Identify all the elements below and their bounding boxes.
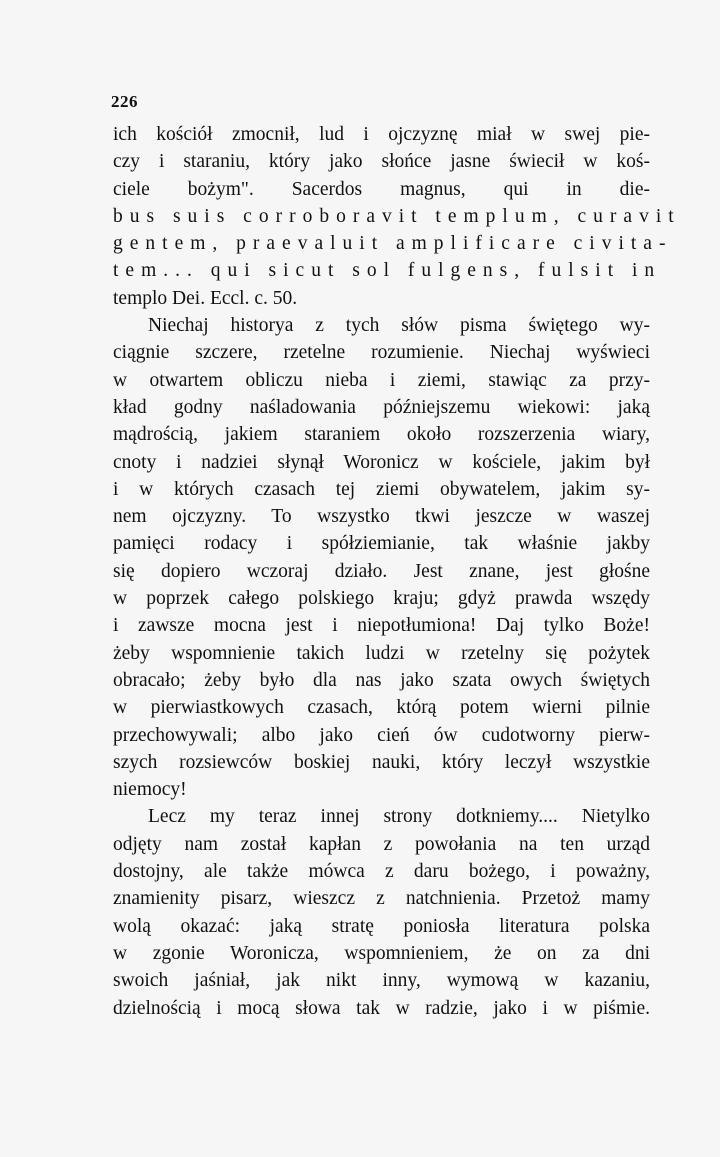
text-line: swoich jaśniał, jak nikt inny, wymową w kazaniu, [113,970,650,992]
text-line: przechowywali; albo jako cień ów cudotworny pierw- [113,724,650,746]
text-line: się dopiero wczoraj działo. Jest znane, jest głośne [113,560,650,582]
text-line: czy i staraniu, który jako słońce jasne świecił w koś- [113,151,650,173]
text-line: cnoty i nadziei słynął Woronicz w kościele, jakim był [113,451,650,473]
text-line: ich kościół zmocnił, lud i ojczyznę miał w swej pie- [113,124,650,145]
text-line: mądrością, jakiem staraniem około rozszerzenia wiary, [113,424,650,446]
text-line: szych rozsiewców boskiej nauki, który leczył wszystkie [113,751,650,773]
text-line: gentem, praevaluit amplificare civita- [113,233,673,255]
text-line: ciągnie szczere, rzetelne rozumienie. Niechaj wyświeci [113,342,650,364]
text-line: żeby wspomnienie takich ludzi w rzetelny się pożytek [113,642,650,664]
text-line: wolą okazać: jaką stratę poniosła literatura polska [113,915,650,937]
text-line: Lecz my teraz innej strony dotkniemy.... Nietylko [148,806,650,828]
text-line: pamięci rodacy i spółziemianie, tak właśnie jakby [113,533,650,555]
text-line: bus suis corroboravit templum, curavit [113,205,681,227]
text-line: tem... qui sicut sol fulgens, fulsit in [113,260,662,282]
text-line: w poprzek całego polskiego kraju; gdyż prawda wszędy [113,588,650,610]
text-line: kład godny naśladowania późniejszemu wiekowi: jaką [113,396,650,418]
text-line: odjęty nam został kapłan z powołania na ten urząd [113,833,650,855]
text-line: w pierwiastkowych czasach, którą potem wierni pilnie [113,697,650,719]
text-line: w zgonie Woronicza, wspomnieniem, że on za dni [113,942,650,964]
text-line: nem ojczyzny. To wszystko tkwi jeszcze w waszej [113,506,650,528]
text-line: dostojny, ale także mówca z daru bożego, i poważny, [113,861,650,883]
text-line: obracało; żeby było dla nas jako szata owych świętych [113,669,650,691]
page-number: 226 [111,92,138,111]
text-line: templo Dei. Eccl. c. 50. [113,287,298,309]
text-line: i w których czasach tej ziemi obywatelem, jakim sy- [113,478,650,500]
text-line: i zawsze mocna jest i niepotłumiona! Daj tylko Boże! [113,615,650,637]
text-line: dzielnością i mocą słowa tak w radzie, jako i w piśmie. [113,997,650,1019]
text-line: w otwartem obliczu nieba i ziemi, stawiąc za przy- [113,369,650,391]
text-line: niemocy! [113,779,187,801]
text-line: Niechaj historya z tych słów pisma świętego wy- [148,315,650,337]
text-line: ciele bożym". Sacerdos magnus, qui in die- [113,178,650,200]
text-line: znamienity pisarz, wieszcz z natchnienia. Przetoż mamy [113,888,650,910]
page-text-block [113,121,681,1022]
